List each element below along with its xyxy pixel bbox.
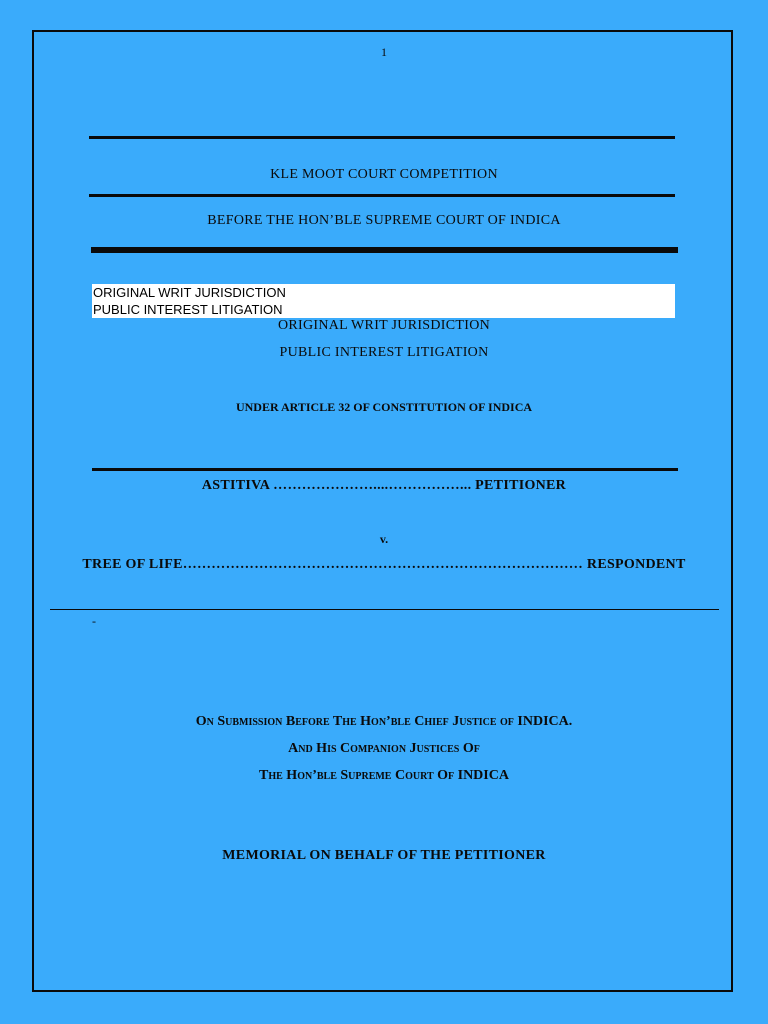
submission-line-1: On Submission Before The Hon’ble Chief Justice of INDICA. xyxy=(195,714,573,729)
article-heading: UNDER ARTICLE 32 OF CONSTITUTION OF INDICA xyxy=(235,400,533,414)
court-rule-thick xyxy=(91,247,678,253)
jurisdiction-heading: ORIGINAL WRIT JURISDICTION xyxy=(277,318,491,333)
respondent-line: TREE OF LIFE………………………………………………………………………… RESPONDENT xyxy=(82,557,686,572)
petitioner-line: ASTITIVA …………………....……………... PETITIONER xyxy=(201,478,567,493)
litigation-heading: PUBLIC INTEREST LITIGATION xyxy=(279,345,489,360)
competition-title: KLE MOOT COURT COMPETITION xyxy=(270,167,498,182)
highlight-line-2: PUBLIC INTEREST LITIGATION xyxy=(93,302,283,317)
dash-mark: - xyxy=(92,614,96,628)
court-title: BEFORE THE HON’BLE SUPREME COURT OF INDICA xyxy=(207,213,561,228)
memorial-title: MEMORIAL ON BEHALF OF THE PETITIONER xyxy=(222,848,546,863)
parties-rule xyxy=(92,468,678,471)
page-number: 1 xyxy=(381,45,387,59)
submission-line-3: The Hon’ble Supreme Court Of INDICA xyxy=(259,768,509,783)
separator-line xyxy=(50,609,719,610)
submission-line-2: And His Companion Justices Of xyxy=(288,741,480,756)
highlight-line-1: ORIGINAL WRIT JURISDICTION xyxy=(93,285,286,300)
top-rule xyxy=(89,136,675,139)
competition-rule xyxy=(89,194,675,197)
highlighted-text-box xyxy=(92,284,675,318)
versus: v. xyxy=(379,532,389,546)
